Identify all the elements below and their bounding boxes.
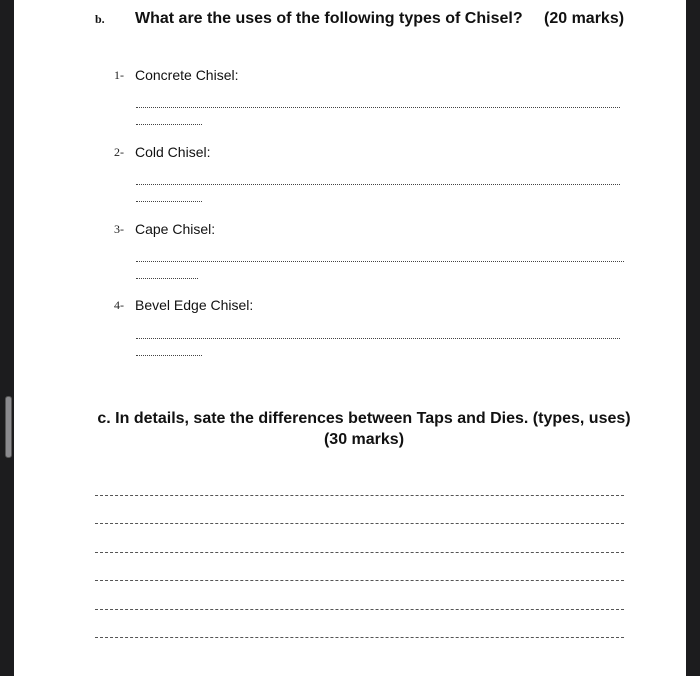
right-viewer-margin: [686, 0, 700, 676]
scrollbar-handle[interactable]: [5, 396, 12, 458]
item-number: 1-: [114, 68, 124, 82]
answer-line[interactable]: [95, 552, 624, 553]
question-b-title: What are the uses of the following types of Chisel?: [135, 10, 523, 27]
answer-line[interactable]: [95, 523, 624, 524]
item-number: 4-: [114, 298, 124, 312]
item-label: Cape Chisel:: [135, 221, 216, 237]
answer-line[interactable]: [95, 495, 624, 496]
question-b-letter: b.: [95, 12, 105, 26]
item-label: Concrete Chisel:: [135, 67, 239, 83]
answer-line[interactable]: [95, 580, 624, 581]
question-b-marks: (20 marks): [544, 10, 625, 27]
item-label: Bevel Edge Chisel:: [135, 297, 254, 313]
answer-line[interactable]: [136, 355, 202, 356]
answer-line[interactable]: [136, 124, 202, 125]
item-label: Cold Chisel:: [135, 144, 211, 160]
item-number: 3-: [114, 222, 124, 236]
question-c-title: c. In details, sate the differences between Taps and Dies. (types, uses): [97, 410, 631, 427]
question-c-marks: (30 marks): [323, 431, 405, 448]
answer-line[interactable]: [136, 261, 624, 262]
answer-line[interactable]: [95, 609, 624, 610]
left-viewer-margin: [0, 0, 14, 676]
answer-line[interactable]: [136, 278, 198, 279]
document-page: [14, 0, 686, 676]
item-number: 2-: [114, 145, 124, 159]
answer-line[interactable]: [136, 107, 620, 108]
answer-line[interactable]: [95, 637, 624, 638]
answer-line[interactable]: [136, 201, 202, 202]
answer-line[interactable]: [136, 338, 620, 339]
answer-line[interactable]: [136, 184, 620, 185]
